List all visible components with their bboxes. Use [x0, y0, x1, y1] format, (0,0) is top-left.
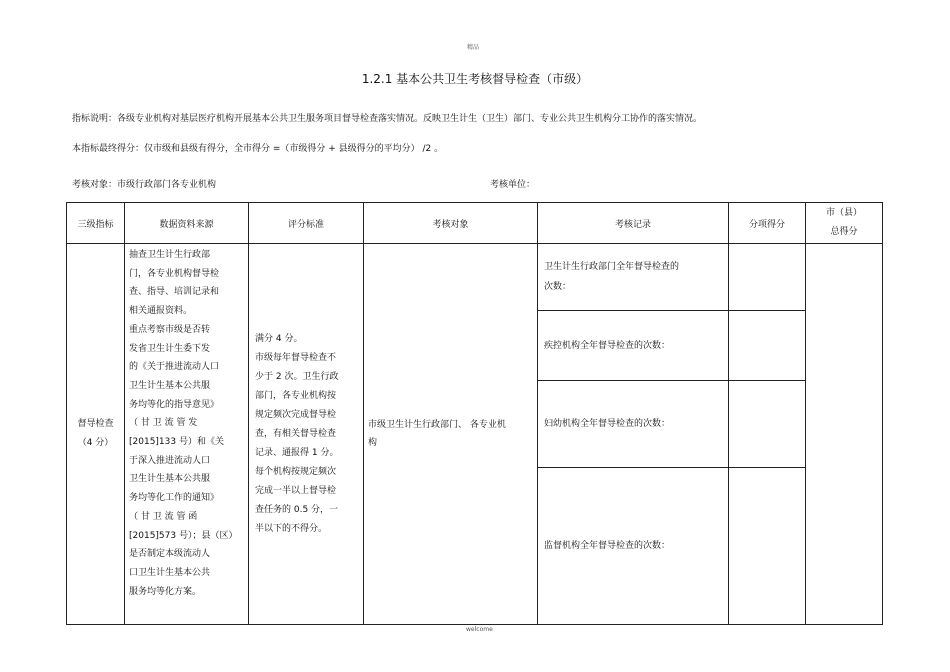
source-line: [2015]573 号）；县（区） — [129, 530, 238, 541]
source-line: 门，各专业机构督导检 — [129, 268, 220, 279]
criteria-line: 查任务的 0.5 分，一 — [255, 504, 339, 515]
source-line: 重点考察市级是否转 — [129, 324, 211, 335]
criteria-line: 完成一半以上督导检 — [255, 485, 337, 496]
criteria-line: 半以下的不得分。 — [255, 523, 328, 534]
source-line: 抽查卫生计生行政部 — [129, 250, 211, 260]
criteria-line: 少于 2 次。卫生行政 — [255, 371, 339, 382]
source-line: 是否制定本级流动人 — [129, 549, 211, 560]
item-score-cdc[interactable] — [729, 311, 806, 381]
source-line: 查、指导、培训记录和 — [129, 287, 220, 298]
header-level3-indicator: 三级指标 — [67, 203, 125, 244]
criteria-line: 每个机构按规定频次 — [255, 466, 337, 477]
source-line: 卫生计生基本公共服 — [129, 474, 211, 485]
criteria-line: 记录、通报得 1 分。 — [255, 447, 339, 458]
indicator-name: 督导检查 — [77, 419, 114, 429]
header-total-score-line1: 市（县） — [825, 208, 862, 218]
header-assessment-target: 考核对象 — [364, 203, 538, 244]
record-supervision: 监督机构全年督导检查的次数： — [538, 468, 729, 625]
final-score-rule: 本指标最终得分：仅市级和县级有得分，全市得分 =（市级得分 + 县级得分的平均分） /2 。 — [72, 144, 444, 154]
source-line: 卫生计生基本公共服 — [129, 380, 211, 391]
record-maternal-child: 妇幼机构全年督导检查的次数： — [538, 381, 729, 468]
source-line: 于深入推进流动人口 — [129, 455, 211, 466]
header-total-score — [806, 203, 883, 244]
header-total-score-line2: 总得分 — [830, 227, 858, 237]
item-score-maternal-child[interactable] — [729, 381, 806, 468]
indicator-points: （4 分） — [77, 438, 114, 448]
item-score-admin-dept[interactable] — [729, 244, 806, 311]
total-score-cell[interactable] — [806, 244, 883, 625]
scoring-criteria-cell — [249, 244, 364, 625]
page-footer-note: welcome — [466, 626, 493, 633]
assessment-unit: 考核单位： — [490, 180, 536, 190]
criteria-line: 查，有相关督导检查 — [255, 428, 337, 439]
source-line: 务均等化的指导意见》 — [129, 399, 220, 410]
data-source-cell — [125, 244, 249, 625]
criteria-line: 市级每年督导检查不 — [255, 352, 337, 363]
header-scoring-criteria: 评分标准 — [249, 203, 364, 244]
header-item-score: 分项得分 — [729, 203, 806, 244]
assessment-target-cell — [364, 244, 538, 625]
source-line: 的《关于推进流动人口 — [129, 362, 220, 373]
source-line: （ 甘 卫 流 管 函 — [129, 511, 198, 522]
source-line: 发省卫生计生委下发 — [129, 343, 211, 354]
record-cdc: 疾控机构全年督导检查的次数： — [538, 311, 729, 381]
table-header-row — [67, 203, 883, 244]
source-line: [2015]133 号）和《关 — [129, 437, 224, 448]
table-row — [67, 244, 883, 311]
record-admin-dept-line2: 次数： — [544, 282, 572, 292]
assessment-table — [66, 202, 883, 625]
source-line: 口卫生计生基本公共 — [129, 567, 211, 578]
criteria-line: 部门，各专业机构按 — [255, 390, 337, 401]
target-line: 市级卫生计生行政部门、 各专业机 — [368, 420, 506, 430]
indicator-description: 指标说明：各级专业机构对基层医疗机构开展基本公共卫生服务项目督导检查落实情况。反映卫生计生（卫生）部门、专业公共卫生机构分工协作的落实情况。 — [72, 114, 703, 124]
record-admin-dept — [538, 244, 729, 311]
header-data-source: 数据资料来源 — [125, 203, 249, 244]
record-admin-dept-line1: 卫生计生行政部门全年督导检查的 — [544, 262, 680, 272]
page-title: 1.2.1 基本公共卫生考核督导检查（市级） — [361, 72, 589, 86]
criteria-line: 满分 4 分。 — [255, 333, 303, 344]
source-line: （ 甘 卫 流 管 发 — [129, 418, 198, 429]
indicator-name-cell — [67, 244, 125, 625]
source-line: 相关通报资料。 — [129, 306, 193, 317]
criteria-line: 规定频次完成督导检 — [255, 409, 337, 420]
item-score-supervision[interactable] — [729, 468, 806, 625]
header-assessment-record: 考核记录 — [538, 203, 729, 244]
page-header-note: 精品 — [467, 44, 480, 51]
assessment-target: 考核对象：市级行政部门各专业机构 — [72, 180, 217, 190]
target-line: 构 — [368, 438, 378, 448]
source-line: 务均等化工作的通知》 — [129, 493, 220, 504]
source-line: 服务均等化方案。 — [129, 586, 202, 597]
